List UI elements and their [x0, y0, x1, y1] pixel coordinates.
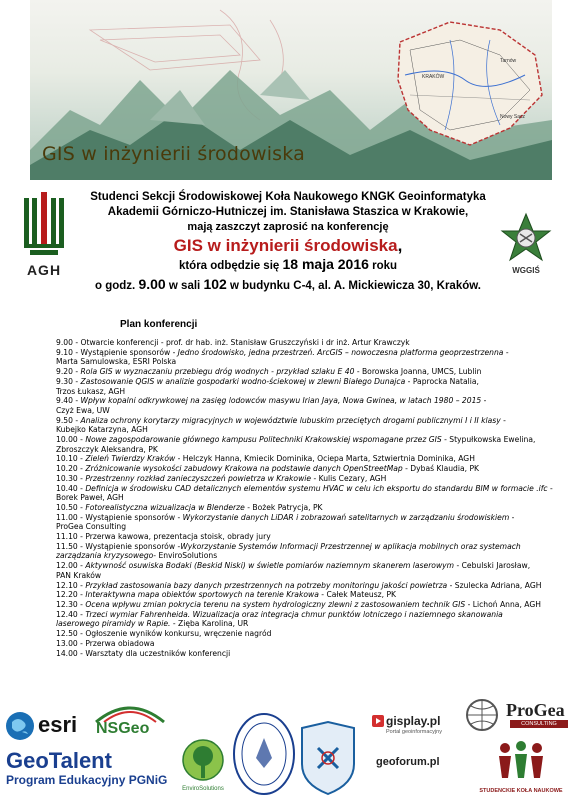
plan-item [56, 367, 556, 377]
plan-item-title: Interaktywna mapa obiektów sportowych na terenie Krakowa [85, 590, 319, 600]
plan-item-speaker-continuation: - Zięba Karolina, UR [170, 619, 249, 629]
plan-item-separator: - [77, 464, 86, 474]
plan-item-speaker-continuation: Zbroszczyk Aleksandra, PK [56, 444, 158, 454]
plan-item [56, 396, 556, 406]
plan-item-speaker-continuation: Kubejko Katarzyna, AGH [56, 425, 148, 435]
plan-item-speaker: - Szulecka Adriana, AGH [447, 580, 542, 590]
plan-item-separator: - [77, 561, 86, 571]
gisplay-subtitle: Portal geoinformacyjny [386, 729, 442, 735]
plan-item [56, 484, 556, 494]
nsgeo-logo-text: NSGeo [96, 720, 150, 737]
plan-item-time: 9.20 [56, 367, 73, 377]
play-icon [372, 715, 384, 727]
plan-item-title: Przykład zastosowania bazy danych przestrzennych na potrzeby monitoringu jakości powietrza [85, 580, 448, 590]
plan-item-title: Ocena wpływu zmian pokrycia terenu na system hydrologiczny zlewni z zastosowaniem technik GIS [85, 599, 466, 609]
plan-item-text: Otwarcie konferencji - prof. dr hab. inż. Stanisław Gruszczyński i dr inż. Artur Krawczyk [80, 338, 410, 347]
plan-item-time: 9.50 [56, 415, 73, 425]
intro-line-3: mają zaszczyt zaprosić na konferencję [187, 221, 389, 233]
plan-item-title-continuation: zarządzania kryzysowego [56, 551, 154, 561]
plan-item-time: 12.30 [56, 599, 78, 609]
plan-item-title: Analiza ochrony korytarzy migracyjnych w województwie lubuskim przeciętych drogami publicznymi I i II klasy [80, 415, 501, 425]
banner [30, 0, 552, 180]
plan-item-separator: - [77, 638, 86, 648]
plan-item [56, 474, 556, 484]
kngk-badge-logo [298, 720, 358, 796]
plan-item-speaker: - Helczyk Hanna, Kmiecik Dominika, Ociepa Marta, Sztwiertnia Dominika, AGH [175, 454, 475, 464]
plan-item-speaker: - Cebulski Jarosław, [454, 561, 531, 571]
wggis-emblem-icon [500, 212, 552, 264]
plan-item-speaker: - Bożek Patrycja, PK [244, 502, 323, 512]
plan-item-separator: - [77, 648, 86, 658]
time-prefix: o godz. [95, 280, 136, 292]
conference-comma: , [397, 236, 403, 255]
plan-title: Plan konferencji [120, 319, 198, 330]
plan-item-speaker: - Stypułkowska Ewelina, [441, 435, 536, 445]
plan-item [56, 377, 556, 387]
plan-item [56, 454, 556, 464]
agh-logo [18, 192, 70, 280]
plan-item-title: Nowe zagospodarowanie głównego kampusu Politechniki Krakowskiej wspomagane przez GIS [85, 435, 442, 445]
plan-item-title: Przestrzenny rozkład zanieczyszczeń powietrza w Krakowie [85, 473, 312, 483]
progea-logo [462, 698, 572, 732]
plan-item-continuation [56, 357, 556, 367]
plan-item-separator: - [72, 338, 81, 347]
people-icon [478, 738, 564, 786]
plan-item-separator: - [72, 415, 81, 425]
plan-item-continuation [56, 406, 556, 416]
plan-item-time: 10.40 [56, 483, 78, 493]
plan-item [56, 561, 556, 571]
agh-logo-text: AGH [26, 262, 62, 278]
plan-item-time: 12.00 [56, 561, 78, 571]
geoforum-logo [376, 756, 466, 774]
studenckie-kola-naukowe-logo [478, 738, 564, 796]
map-label-krakow: KRAKÓW [422, 74, 445, 80]
plan-item-separator: - [77, 512, 86, 522]
intro-line-2: Akademii Górniczo-Hutniczej im. Stanisława Staszica w Krakowie, [107, 206, 469, 218]
room-prefix: w sali [168, 280, 201, 292]
plan-item-separator: - [72, 396, 81, 406]
banner-title: GIS w inżynierii środowiska [42, 143, 305, 165]
intro-line-1: Studenci Sekcji Środowiskowej Koła Naukowego KNGK Geoinformatyka [90, 191, 486, 203]
plan-item-separator: - [77, 609, 86, 619]
progea-logo-text: ProGea [506, 700, 565, 720]
plan-item [56, 338, 556, 348]
plan-item-time: 9.40 [56, 396, 73, 406]
plan-item-speaker: - [500, 415, 506, 425]
plan-item-continuation [56, 387, 556, 397]
plan-item-speaker-continuation: Borek Paweł, AGH [56, 493, 124, 503]
plan-item-title: Definicja w środowisku CAD detalicznych elementów systemu HVAC w celu ich eksportu do standardu BIM w formacie .ifc [85, 483, 548, 493]
plan-item [56, 649, 556, 659]
plan-item-continuation [56, 493, 556, 503]
plan-item-title: Aktywność osuwiska Bodaki (Beskid Niski) w świetle pomiarów naziemnym skanerem laserowym [85, 561, 455, 571]
invitation-text [78, 190, 498, 294]
plan-item-speaker: - [547, 483, 553, 493]
plan-item-speaker: - Lichoń Anna, AGH [465, 599, 541, 609]
plan-item-title: Wpływ kopalni odkrywkowej na zasięg lodowców masywu Irian Jaya, Nowa Gwinea, w latach 1980 – 2015 [80, 396, 482, 406]
map-label-tarnow: Tarnów [500, 58, 517, 64]
university-seal-logo [232, 712, 296, 796]
plan-item-time: 14.00 [56, 648, 78, 658]
plan-item-continuation [56, 551, 556, 561]
plan-item-text: Wystąpienie sponsorów - [85, 512, 183, 522]
plan-item-separator: - [77, 532, 86, 542]
plan-item [56, 610, 556, 620]
plan-item-text: Wystąpienie sponsorów - [80, 347, 178, 357]
plan-item-speaker: - [509, 512, 515, 522]
plan-item-continuation [56, 522, 556, 532]
envirosolutions-logo-text: EnviroSolutions [182, 786, 224, 792]
plan-item-speaker-continuation: Trzos Łukasz, AGH [56, 386, 126, 396]
plan-item-separator: - [72, 367, 81, 377]
plan-item-separator: - [77, 541, 86, 551]
geotalent-logo [6, 748, 176, 792]
plan-item-time: 9.00 [56, 338, 73, 347]
plan-item-title-continuation: laserowego piramidy w Rapie. [56, 619, 171, 629]
plan-item [56, 503, 556, 513]
plan-item-speaker-continuation: - EnviroSolutions [153, 551, 218, 561]
plan-item [56, 581, 556, 591]
plan-item [56, 590, 556, 600]
plan-item-title: Trzeci wymiar Fahrenheida. Wizualizacja oraz integracja chmur punktów lotniczego i naziemnego skanowania [85, 609, 503, 619]
conference-plan [56, 338, 556, 658]
plan-item-separator: - [77, 599, 86, 609]
esri-logo-text: esri [38, 712, 78, 737]
studenckie-kola-naukowe-text: STUDENCKIE KOŁA NAUKOWE [479, 788, 563, 794]
plan-item-speaker: - [503, 347, 509, 357]
plan-item-continuation [56, 425, 556, 435]
plan-item-time: 13.00 [56, 638, 78, 648]
plan-item [56, 464, 556, 474]
plan-item-separator: - [77, 502, 86, 512]
plan-item-separator: - [77, 580, 86, 590]
plan-item-speaker: - Całek Mateusz, PK [318, 590, 397, 600]
tree-icon [177, 738, 229, 786]
envirosolutions-logo [177, 738, 229, 796]
conference-room: 102 [203, 276, 227, 292]
plan-item-speaker-continuation: PAN Kraków [56, 570, 102, 580]
plan-item-time: 10.00 [56, 435, 78, 445]
esri-logo [4, 710, 96, 744]
nsgeo-logo [90, 700, 170, 746]
shield-icon [298, 720, 358, 796]
plan-item-time: 10.50 [56, 502, 78, 512]
geotalent-logo-text: GeoTalent [6, 748, 112, 773]
plan-item-text: Warsztaty dla uczestników konferencji [85, 648, 231, 658]
plan-item-time: 10.30 [56, 473, 78, 483]
wggis-logo [500, 212, 552, 276]
plan-item-title: Rola GIS w wyznaczaniu przebiegu dróg wodnych - przykład szlaku E 40 [80, 367, 355, 377]
gisplay-logo-text: gisplay.pl [386, 714, 441, 728]
plan-item-continuation [56, 445, 556, 455]
venue-line [78, 277, 498, 294]
plan-item-separator: - [77, 590, 86, 600]
plan-item-separator: - [72, 347, 81, 357]
wggis-logo-text: WGGIŚ [512, 266, 540, 275]
plan-item-separator: - [72, 376, 81, 386]
conference-title-line [78, 235, 498, 257]
plan-item-title: Zieleń Twierdzy Kraków [85, 454, 176, 464]
plan-item-time: 9.30 [56, 376, 73, 386]
plan-item-title: Wykorzystanie danych LiDAR i zobrazowań satelitarnych w zarządzaniu środowiskiem [182, 512, 510, 522]
plan-item-title: Zastosowanie QGIS w analizie gospodarki wodno-ściekowej w zlewni Białego Dunajca [80, 376, 406, 386]
plan-item [56, 542, 556, 552]
globe-icon [4, 710, 36, 742]
plan-item [56, 600, 556, 610]
plan-item-time: 11.10 [56, 532, 78, 542]
geotalent-subtitle: Program Edukacyjny PGNiG [6, 773, 168, 787]
plan-item-time: 10.10 [56, 454, 78, 464]
progea-globe-icon [462, 698, 502, 732]
progea-subtitle: CONSULTING [510, 720, 568, 728]
plan-item [56, 639, 556, 649]
plan-item-time: 11.00 [56, 512, 78, 522]
plan-item-separator: - [77, 629, 86, 639]
conference-time: 9.00 [138, 276, 166, 292]
plan-item-time: 9.10 [56, 347, 73, 357]
plan-item-separator: - [77, 473, 86, 483]
plan-item-speaker-continuation: Czyż Ewa, UW [56, 405, 110, 415]
date-suffix: roku [372, 260, 398, 272]
plan-item [56, 513, 556, 523]
plan-item-continuation [56, 619, 556, 629]
plan-item-separator: - [77, 435, 86, 445]
plan-item-text: Przerwa obiadowa [85, 638, 155, 648]
plan-item-time: 12.20 [56, 590, 78, 600]
conference-date: 18 maja 2016 [282, 256, 369, 272]
plan-item-time: 12.40 [56, 609, 78, 619]
plan-item-time: 10.20 [56, 464, 78, 474]
date-line [78, 257, 498, 274]
agh-emblem-icon [18, 192, 70, 260]
plan-item-speaker: - [481, 396, 487, 406]
plan-item-speaker: - Paprocka Natalia, [405, 376, 479, 386]
plan-item-speaker-continuation: Marta Samulowska, ESRI Polska [56, 357, 177, 367]
plan-item [56, 629, 556, 639]
plan-item-text: Przerwa kawowa, prezentacja stoisk, obrady jury [85, 532, 271, 542]
plan-item [56, 348, 556, 358]
map-label-nowy-sacz: Nowy Sącz [500, 114, 526, 120]
plan-item-text: Wystąpienie sponsorów - [85, 541, 181, 551]
plan-item-title: Zróżnicowanie wysokości zabudowy Krakowa na podstawie danych OpenStreetMap [85, 464, 403, 474]
plan-item-title: Fotorealistyczna wizualizacja w Blenderze [85, 502, 245, 512]
plan-item-speaker: - Borowska Joanna, UMCS, Lublin [354, 367, 482, 377]
plan-item-time: 11.50 [56, 541, 78, 551]
venue-address: w budynku C-4, al. A. Mickiewicza 30, Kraków. [230, 280, 481, 292]
plan-item-separator: - [77, 483, 86, 493]
plan-item [56, 532, 556, 542]
plan-item-speaker-continuation: ProGea Consulting [56, 522, 127, 532]
plan-item-speaker: - Dybaś Klaudia, PK [402, 464, 480, 474]
plan-item-text: Ogłoszenie wyników konkursu, wręczenie nagród [85, 629, 272, 639]
conference-name: GIS w inżynierii środowiska [173, 236, 398, 255]
plan-item-continuation [56, 571, 556, 581]
plan-item [56, 416, 556, 426]
plan-item [56, 435, 556, 445]
geoforum-logo-text: geoforum.pl [376, 756, 440, 768]
plan-item-title: Jedno środowisko, jedna przestrzeń. ArcGIS – nowoczesna platforma geoprzestrzenna [177, 347, 504, 357]
plan-item-speaker: - Kulis Cezary, AGH [311, 473, 387, 483]
plan-item-separator: - [77, 454, 86, 464]
plan-item-time: 12.10 [56, 580, 78, 590]
date-prefix: która odbędzie się [178, 260, 280, 272]
gisplay-logo [372, 714, 468, 740]
plan-item-time: 12.50 [56, 629, 78, 639]
seal-icon [232, 712, 296, 796]
plan-item-title: Wykorzystanie Systemów Informacji Przestrzennej w aplikacja mobilnych oraz systemach [180, 541, 521, 551]
